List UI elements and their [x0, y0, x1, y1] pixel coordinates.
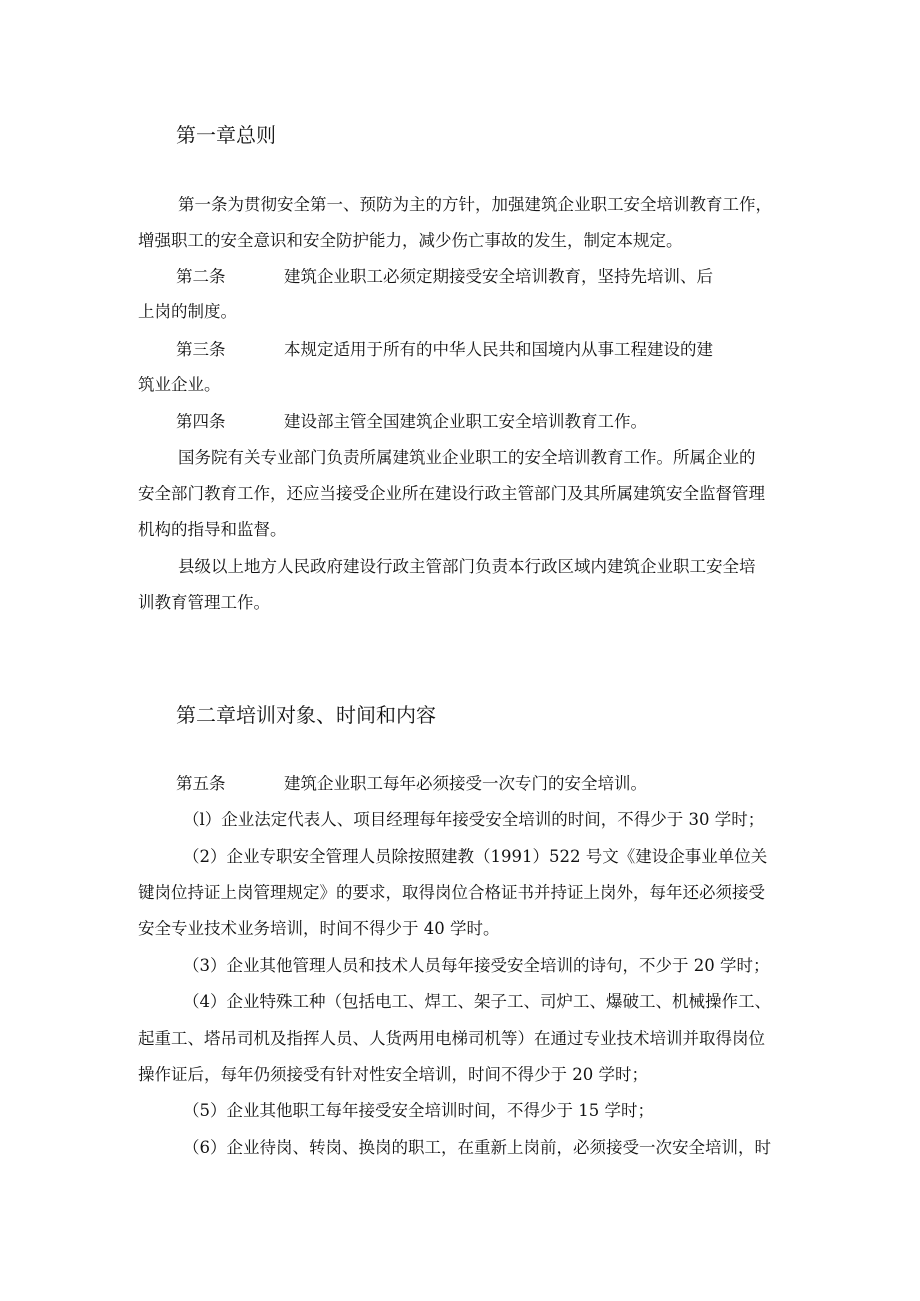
article-3-line-1 — [176, 339, 713, 361]
article-5-label: 第五条 — [176, 774, 226, 793]
article-4-line-1 — [176, 411, 647, 433]
article-3-line-2: 筑业企业。 — [138, 375, 221, 394]
article-5-text: 建筑企业职工每年必须接受一次专门的安全培训。 — [284, 774, 647, 793]
chapter-2-title: 第二章培训对象、时间和内容 — [176, 703, 436, 727]
article-2-text: 建筑企业职工必须定期接受安全培训教育，坚持先培训、后 — [284, 267, 713, 286]
article-2-line-2: 上岗的制度。 — [138, 302, 237, 321]
article-5-item-4-line-1: （4）企业特殊工种（包括电工、焊工、架子工、司炉工、爆破工、机械操作工、 — [183, 992, 771, 1011]
article-4-text: 建设部主管全国建筑企业职工安全培训教育工作。 — [284, 412, 647, 431]
article-2-line-1 — [176, 266, 713, 288]
article-5-item-2-line-2: 键岗位持证上岗管理规定》的要求，取得岗位合格证书并持证上岗外，每年还必须接受 — [138, 883, 765, 902]
article-3-label: 第三条 — [176, 340, 226, 359]
chapter-1-title: 第一章总则 — [176, 123, 276, 147]
article-5-item-6: （6）企业待岗、转岗、换岗的职工，在重新上岗前，必须接受一次安全培训，时 — [183, 1138, 771, 1157]
article-3-text: 本规定适用于所有的中华人民共和国境内从事工程建设的建 — [284, 340, 713, 359]
article-2-label: 第二条 — [176, 267, 226, 286]
article-5-item-2-line-3: 安全专业技术业务培训，时间不得少于 40 学时。 — [138, 919, 500, 938]
article-5-item-4-line-2: 起重工、塔吊司机及指挥人员、人货两用电梯司机等）在通过专业技术培训并取得岗位 — [138, 1029, 765, 1048]
article-4-para-2-line-2: 安全部门教育工作，还应当接受企业所在建设行政主管部门及其所属建筑安全监督管理 — [138, 484, 765, 503]
article-5-line-1 — [176, 773, 647, 795]
article-1-line-2: 增强职工的安全意识和安全防护能力，减少伤亡事故的发生，制定本规定。 — [138, 231, 683, 250]
article-5-item-5: （5）企业其他职工每年接受安全培训时间，不得少于 15 学时； — [183, 1101, 654, 1120]
article-4-para-3-line-1: 县级以上地方人民政府建设行政主管部门负责本行政区域内建筑企业职工安全培 — [178, 557, 756, 576]
article-5-item-2-line-1: （2）企业专职安全管理人员除按照建教（1991）522 号文《建设企事业单位关 — [183, 847, 768, 866]
article-4-para-2-line-3: 机构的指导和监督。 — [138, 520, 287, 539]
article-4-para-2-line-1: 国务院有关专业部门负责所属建筑业企业职工的安全培训教育工作。所属企业的 — [178, 448, 756, 467]
article-4-label: 第四条 — [176, 412, 226, 431]
article-5-item-1: （l）企业法定代表人、项目经理每年接受安全培训的时间，不得少于 30 学时； — [183, 810, 765, 829]
article-4-para-3-line-2: 训教育管理工作。 — [138, 593, 270, 612]
article-1-line-1: 第一条为贯彻安全第一、预防为主的方针，加强建筑企业职工安全培训教育工作， — [178, 195, 772, 214]
article-5-item-4-line-3: 操作证后，每年仍须接受有针对性安全培训，时间不得少于 20 学时； — [138, 1065, 648, 1084]
article-5-item-3: （3）企业其他管理人员和技术人员每年接受安全培训的诗句，不少于 20 学时； — [183, 956, 770, 975]
